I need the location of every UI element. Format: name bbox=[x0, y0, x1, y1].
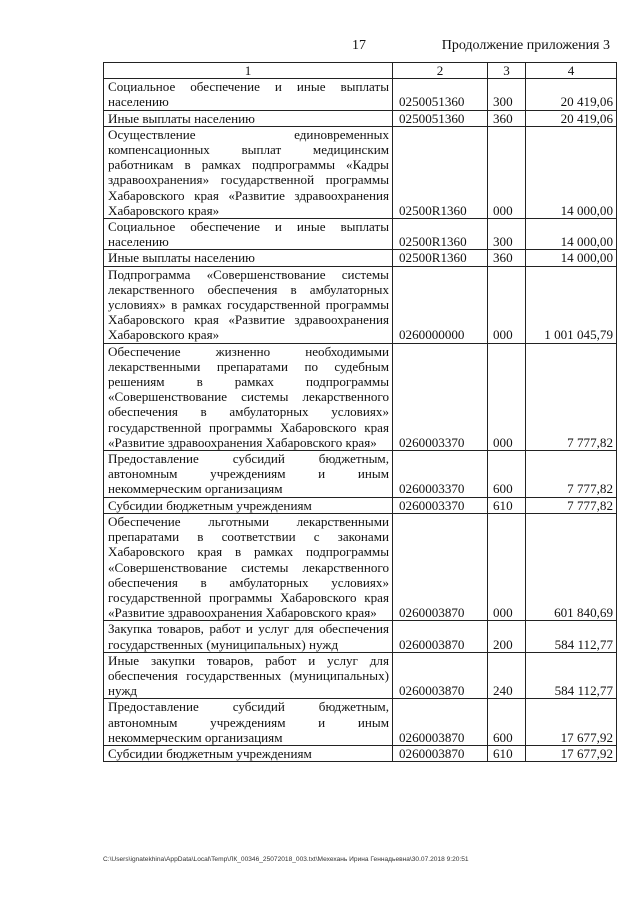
row-code-cell: 0260003370 bbox=[393, 451, 488, 498]
row-sum-cell: 14 000,00 bbox=[526, 219, 617, 250]
row-code-cell: 0260000000 bbox=[393, 266, 488, 343]
page-header bbox=[0, 38, 640, 56]
row-name-cell: Обеспечение жизненно необходимыми лекарственными препаратами по судебным решениям в рамках подпрограммы «Совершенствование системы лекарственного обеспечения в амбулаторных условиях» государственной программы Хабаровского края «Развитие здравоохранения Хабаровского края» bbox=[104, 343, 393, 450]
row-name-cell: Субсидии бюджетным учреждениям bbox=[104, 745, 393, 761]
row-type-cell: 610 bbox=[488, 745, 526, 761]
row-sum-cell: 17 677,92 bbox=[526, 699, 617, 746]
column-header-2: 2 bbox=[393, 63, 488, 79]
row-sum-cell: 17 677,92 bbox=[526, 745, 617, 761]
row-name-cell: Иные выплаты населению bbox=[104, 250, 393, 266]
footer-file-path: C:\Users\ignatekhina\AppData\Local\Temp\ЛК_00346_25072018_003.txt\Мехехань Ирина Геннадьевна\30.07.2018 9:20:51 bbox=[103, 856, 469, 863]
row-type-cell: 360 bbox=[488, 110, 526, 126]
row-sum-cell: 14 000,00 bbox=[526, 250, 617, 266]
row-type-cell: 000 bbox=[488, 513, 526, 620]
row-type-cell: 600 bbox=[488, 451, 526, 498]
row-code-cell: 0260003870 bbox=[393, 699, 488, 746]
row-name-cell: Социальное обеспечение и иные выплаты населению bbox=[104, 219, 393, 250]
row-sum-cell: 601 840,69 bbox=[526, 513, 617, 620]
row-name-cell: Субсидии бюджетным учреждениям bbox=[104, 497, 393, 513]
table-row bbox=[104, 266, 617, 343]
row-name-cell: Подпрограмма «Совершенствование системы лекарственного обеспечения в амбулаторных условиях» в рамках государственной программы Хабаровского края «Развитие здравоохранения Хабаровского края» bbox=[104, 266, 393, 343]
column-header-1: 1 bbox=[104, 63, 393, 79]
row-name-cell: Предоставление субсидий бюджетным, автономным учреждениям и иным некоммерческим организациям bbox=[104, 451, 393, 498]
row-sum-cell: 584 112,77 bbox=[526, 621, 617, 652]
row-name-cell: Иные выплаты населению bbox=[104, 110, 393, 126]
row-type-cell: 360 bbox=[488, 250, 526, 266]
row-name-cell: Предоставление субсидий бюджетным, автономным учреждениям и иным некоммерческим организациям bbox=[104, 699, 393, 746]
row-name-cell: Обеспечение льготными лекарственными препаратами в соответствии с законами Хабаровского края в рамках подпрограммы «Совершенствование системы лекарственного обеспечения в амбулаторных условиях» государственной программы Хабаровского края «Развитие здравоохранения Хабаровского края» bbox=[104, 513, 393, 620]
row-type-cell: 000 bbox=[488, 343, 526, 450]
row-type-cell: 300 bbox=[488, 79, 526, 110]
row-code-cell: 0260003870 bbox=[393, 621, 488, 652]
row-code-cell: 0260003370 bbox=[393, 497, 488, 513]
table-row bbox=[104, 79, 617, 110]
table-row bbox=[104, 652, 617, 699]
row-type-cell: 000 bbox=[488, 126, 526, 218]
table-row bbox=[104, 497, 617, 513]
table-row bbox=[104, 343, 617, 450]
table-row bbox=[104, 250, 617, 266]
table-row bbox=[104, 451, 617, 498]
row-sum-cell: 20 419,06 bbox=[526, 79, 617, 110]
row-sum-cell: 7 777,82 bbox=[526, 451, 617, 498]
row-code-cell: 02500R1360 bbox=[393, 250, 488, 266]
table-row bbox=[104, 699, 617, 746]
row-sum-cell: 584 112,77 bbox=[526, 652, 617, 699]
row-name-cell: Осуществление единовременных компенсационных выплат медицинским работникам в рамках подпрограммы «Кадры здравоохранения» государственной программы Хабаровского края «Развитие здравоохранения Хабаровского края» bbox=[104, 126, 393, 218]
row-sum-cell: 20 419,06 bbox=[526, 110, 617, 126]
page-number: 17 bbox=[352, 38, 366, 53]
row-type-cell: 300 bbox=[488, 219, 526, 250]
row-type-cell: 600 bbox=[488, 699, 526, 746]
row-code-cell: 0260003370 bbox=[393, 343, 488, 450]
table-row bbox=[104, 219, 617, 250]
row-sum-cell: 1 001 045,79 bbox=[526, 266, 617, 343]
row-code-cell: 02500R1360 bbox=[393, 126, 488, 218]
row-code-cell: 0260003870 bbox=[393, 745, 488, 761]
row-name-cell: Иные закупки товаров, работ и услуг для обеспечения государственных (муниципальных) нужд bbox=[104, 652, 393, 699]
row-type-cell: 000 bbox=[488, 266, 526, 343]
row-code-cell: 0260003870 bbox=[393, 513, 488, 620]
table-row bbox=[104, 513, 617, 620]
column-header-3: 3 bbox=[488, 63, 526, 79]
table-row bbox=[104, 110, 617, 126]
row-code-cell: 0250051360 bbox=[393, 110, 488, 126]
budget-table bbox=[103, 62, 617, 762]
table-row bbox=[104, 745, 617, 761]
continuation-label: Продолжение приложения 3 bbox=[441, 38, 610, 53]
table-row bbox=[104, 126, 617, 218]
table-row bbox=[104, 621, 617, 652]
row-type-cell: 610 bbox=[488, 497, 526, 513]
column-number-row bbox=[104, 63, 617, 79]
row-type-cell: 240 bbox=[488, 652, 526, 699]
row-name-cell: Закупка товаров, работ и услуг для обеспечения государственных (муниципальных) нужд bbox=[104, 621, 393, 652]
row-sum-cell: 7 777,82 bbox=[526, 497, 617, 513]
column-header-4: 4 bbox=[526, 63, 617, 79]
row-code-cell: 0260003870 bbox=[393, 652, 488, 699]
row-sum-cell: 7 777,82 bbox=[526, 343, 617, 450]
row-type-cell: 200 bbox=[488, 621, 526, 652]
row-name-cell: Социальное обеспечение и иные выплаты населению bbox=[104, 79, 393, 110]
row-sum-cell: 14 000,00 bbox=[526, 126, 617, 218]
row-code-cell: 02500R1360 bbox=[393, 219, 488, 250]
row-code-cell: 0250051360 bbox=[393, 79, 488, 110]
